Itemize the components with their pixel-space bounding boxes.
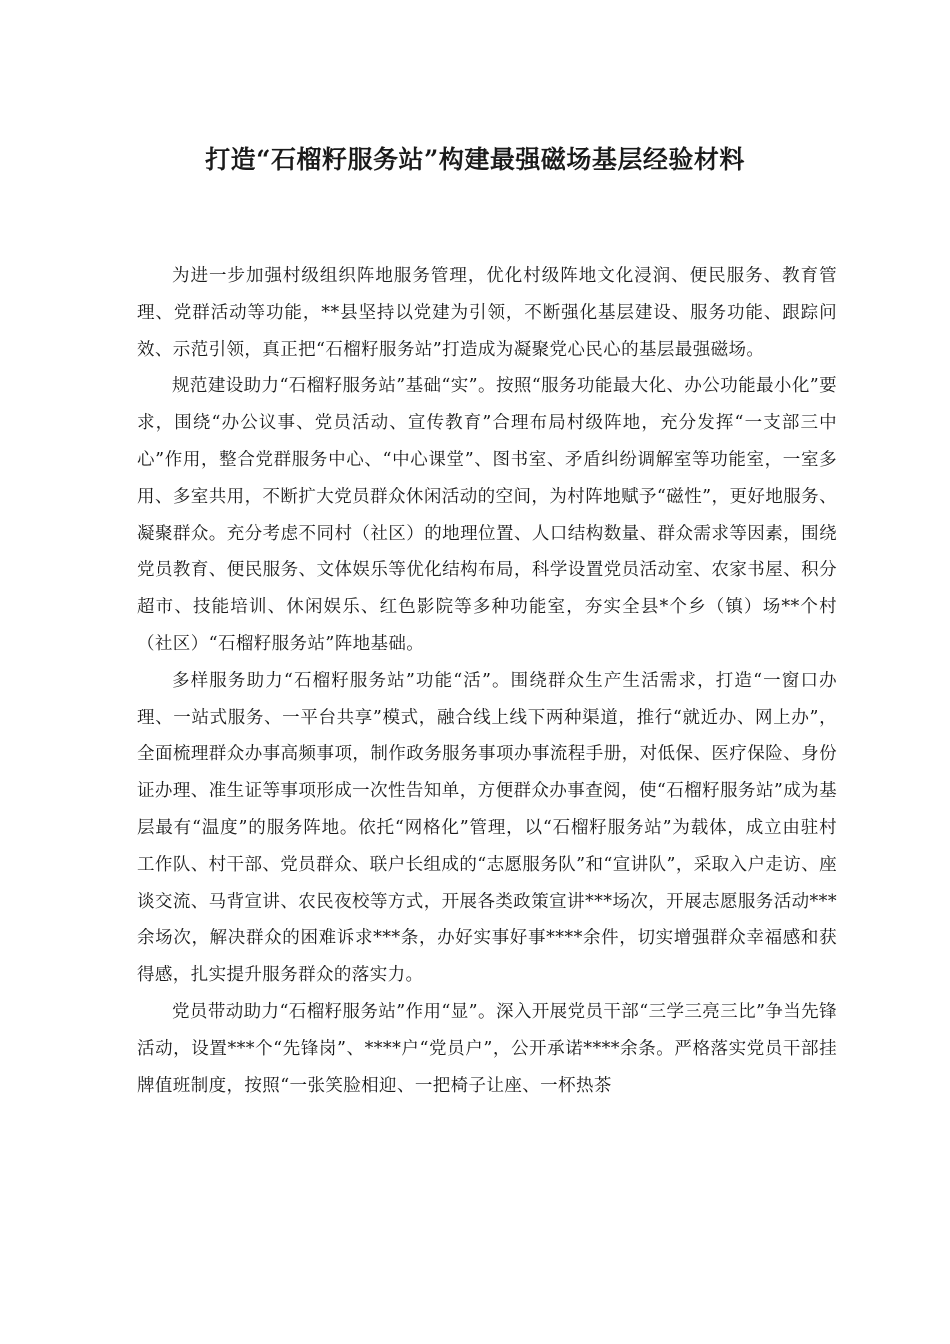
paragraph-intro: 为进一步加强村级组织阵地服务管理，优化村级阵地文化浸润、便民服务、教育管理、党群活动等功能，**县坚持以党建为引领，不断强化基层建设、服务功能、跟踪问效、示范引领，真正把“石榴籽服务站”打造成为凝聚党心民心的基层最强磁场。 (137, 266, 837, 360)
document-body (137, 258, 837, 1104)
paragraph-services: 多样服务助力“石榴籽服务站”功能“活”。围绕群众生产生活需求，打造“一窗口办理、一站式服务、一平台共享”模式，融合线上线下两种渠道，推行“就近办、网上办”，全面梳理群众办事高频事项，制作政务服务事项办事流程手册，对低保、医疗保险、身份证办理、准生证等事项形成一次性告知单，方便群众办事查阅，使“石榴籽服务站”成为基层最有“温度”的服务阵地。依托“网格化”管理，以“石榴籽服务站”为载体，成立由驻村工作队、村干部、党员群众、联户长组成的“志愿服务队”和“宣讲队”，采取入户走访、座谈交流、马背宣讲、农民夜校等方式，开展各类政策宣讲***场次，开展志愿服务活动***余场次，解决群众的困难诉求***条，办好实事好事****余件，切实增强群众幸福感和获得感，扎实提升服务群众的落实力。 (137, 670, 837, 986)
document-title: 打造“石榴籽服务站”构建最强磁场基层经验材料 (205, 145, 745, 174)
paragraph-party-members: 党员带动助力“石榴籽服务站”作用“显”。深入开展党员干部“三学三亮三比”争当先锋活动，设置***个“先锋岗”、****户“党员户”，公开承诺****余条。严格落实党员干部挂牌值班制度，按照“一张笑脸相迎、一把椅子让座、一杯热茶 (137, 1001, 837, 1096)
paragraph-construction: 规范建设助力“石榴籽服务站”基础“实”。按照“服务功能最大化、办公功能最小化”要求，围绕“办公议事、党员活动、宣传教育”合理布局村级阵地，充分发挥“一支部三中心”作用，整合党群服务中心、“中心课堂”、图书室、矛盾纠纷调解室等功能室，一室多用、多室共用，不断扩大党员群众休闲活动的空间，为村阵地赋予“磁性”，更好地服务、凝聚群众。充分考虑不同村（社区）的地理位置、人口结构数量、群众需求等因素，围绕党员教育、便民服务、文体娱乐等优化结构布局，科学设置党员活动室、农家书屋、积分超市、技能培训、休闲娱乐、红色影院等多种功能室，夯实全县*个乡（镇）场**个村（社区）“石榴籽服务站”阵地基础。 (137, 376, 837, 654)
